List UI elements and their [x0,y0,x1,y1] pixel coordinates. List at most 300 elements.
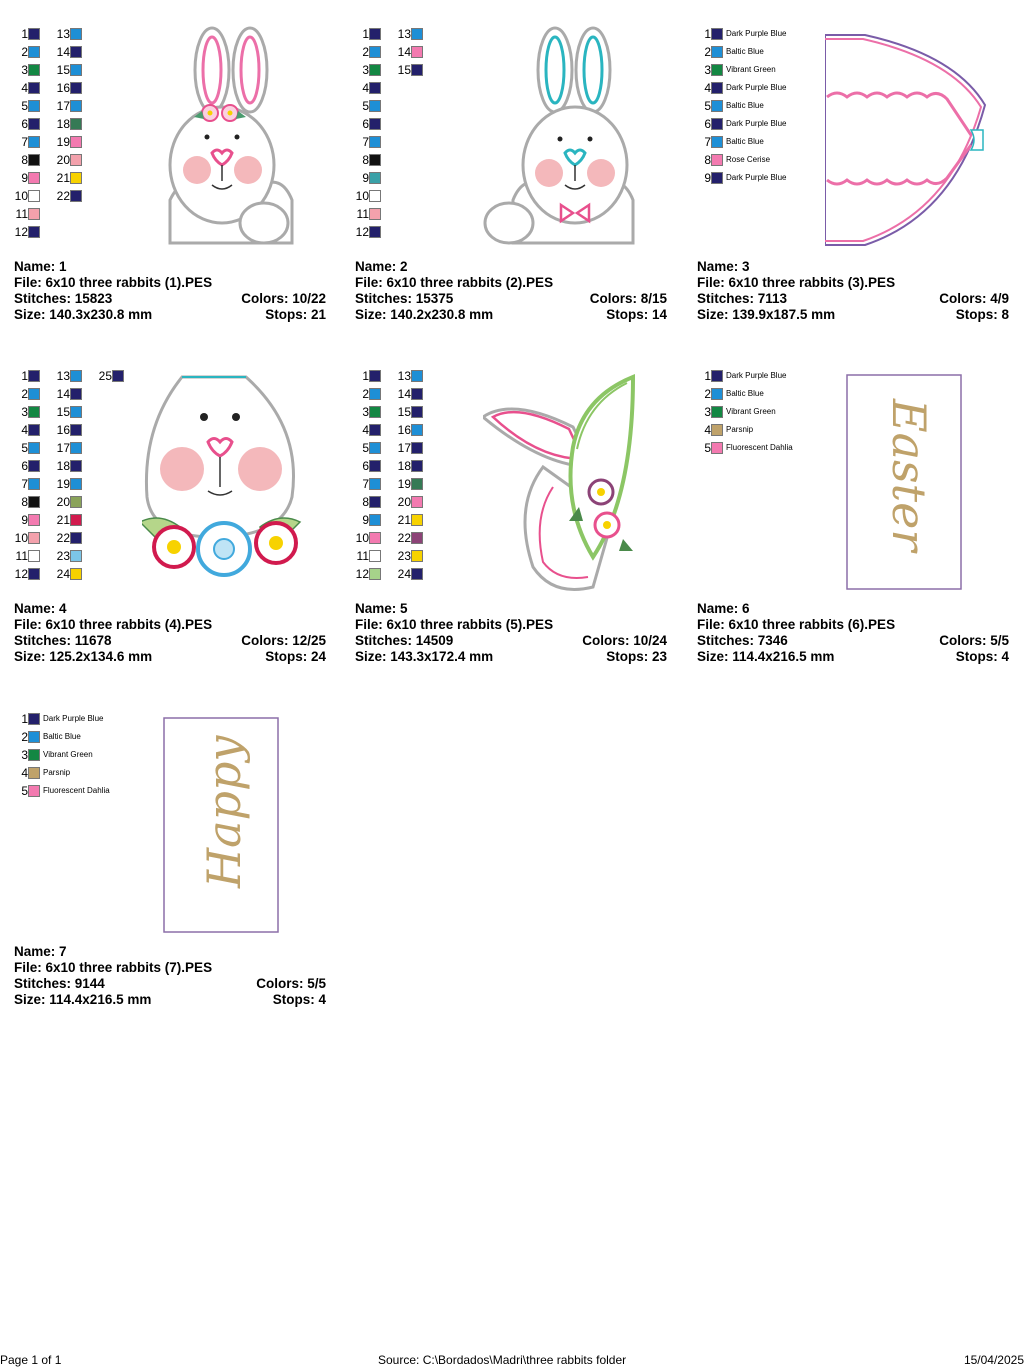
design-colors: Colors: 10/24 [582,633,667,648]
thread-color-row [54,495,82,509]
thread-color-name: Dark Purple Blue [43,714,104,723]
thread-swatch [369,172,381,184]
thread-number: 20 [56,153,70,167]
thread-color-row [395,513,423,527]
thread-number: 1 [704,27,711,41]
thread-swatch [711,388,723,400]
thread-number: 7 [21,477,28,491]
thread-number: 9 [362,513,369,527]
thread-color-row [12,459,40,473]
design-preview-bunny-face-flowers [142,367,342,597]
thread-swatch [369,226,381,238]
thread-number: 9 [704,171,711,185]
thread-number: 2 [704,45,711,59]
thread-color-row [12,27,40,41]
thread-color-row [12,748,93,762]
thread-color-row [54,405,82,419]
thread-swatch [28,406,40,418]
design-card-7 [12,710,342,1010]
thread-color-row [353,441,381,455]
thread-number: 7 [362,477,369,491]
thread-color-row [12,207,40,221]
thread-color-name: Baltic Blue [726,47,764,56]
thread-number: 12 [14,225,28,239]
thread-color-row [353,477,381,491]
thread-color-name: Parsnip [726,425,754,434]
thread-swatch [70,82,82,94]
thread-swatch [28,370,40,382]
thread-number: 2 [21,730,28,744]
thread-number: 15 [56,63,70,77]
thread-number: 12 [355,567,369,581]
design-stitches: Stitches: 15375 [355,291,454,306]
thread-number: 20 [397,495,411,509]
thread-swatch [711,172,723,184]
thread-swatch [369,136,381,148]
thread-swatch [70,514,82,526]
thread-swatch [711,136,723,148]
design-file: File: 6x10 three rabbits (7).PES [14,960,213,975]
design-preview-ear-piece [825,25,1024,255]
thread-number: 8 [362,153,369,167]
thread-swatch [28,767,40,779]
thread-swatch [28,46,40,58]
thread-palette [695,367,825,592]
thread-swatch [369,442,381,454]
thread-number: 14 [56,45,70,59]
thread-swatch [711,442,723,454]
thread-number: 15 [56,405,70,419]
page-footer [0,1350,1024,1370]
thread-color-name: Dark Purple Blue [726,173,787,182]
thread-color-row [395,549,423,563]
thread-palette [12,710,142,935]
thread-color-row [353,63,381,77]
thread-swatch [70,172,82,184]
thread-color-row [395,477,423,491]
thread-swatch [70,370,82,382]
thread-swatch [411,388,423,400]
thread-color-row [12,171,40,185]
thread-color-row [12,153,40,167]
thread-number: 16 [397,423,411,437]
thread-number: 14 [56,387,70,401]
thread-palette [695,25,825,250]
thread-swatch [28,28,40,40]
design-card-2 [353,25,683,325]
thread-number: 23 [56,549,70,563]
thread-color-row [54,81,82,95]
thread-number: 8 [362,495,369,509]
thread-number: 17 [397,441,411,455]
design-name: Name: 5 [355,601,408,616]
thread-number: 6 [362,459,369,473]
thread-color-name: Baltic Blue [726,389,764,398]
thread-swatch [411,532,423,544]
thread-color-row [395,63,423,77]
thread-number: 5 [21,99,28,113]
thread-color-row [54,117,82,131]
thread-swatch [70,460,82,472]
thread-swatch [711,82,723,94]
thread-color-row [695,27,786,41]
design-colors: Colors: 4/9 [939,291,1009,306]
thread-number: 4 [704,423,711,437]
thread-number: 1 [362,27,369,41]
thread-number: 13 [56,369,70,383]
thread-color-row [395,369,423,383]
thread-color-row [54,513,82,527]
thread-color-row [12,441,40,455]
thread-swatch [411,496,423,508]
thread-swatch [369,478,381,490]
thread-swatch [70,100,82,112]
thread-number: 24 [56,567,70,581]
thread-number: 13 [397,27,411,41]
thread-number: 8 [704,153,711,167]
thread-number: 6 [704,117,711,131]
thread-swatch [369,424,381,436]
thread-number: 5 [362,441,369,455]
design-info [355,259,667,323]
thread-color-row [395,423,423,437]
design-info [355,601,667,665]
thread-color-row [395,531,423,545]
design-size: Size: 140.3x230.8 mm [14,307,153,322]
thread-swatch [28,532,40,544]
thread-number: 10 [355,189,369,203]
thread-swatch [711,424,723,436]
thread-color-row [54,27,82,41]
design-size: Size: 143.3x172.4 mm [355,649,494,664]
design-stops: Stops: 4 [955,649,1009,664]
thread-color-row [695,369,786,383]
thread-number: 2 [362,45,369,59]
thread-color-name: Dark Purple Blue [726,83,787,92]
thread-number: 6 [21,459,28,473]
thread-swatch [70,118,82,130]
thread-color-row [353,81,381,95]
page-number: Page 1 of 1 [0,1353,62,1367]
thread-number: 16 [56,81,70,95]
thread-swatch [411,424,423,436]
thread-color-name: Rose Cerise [726,155,771,164]
thread-color-row [353,207,381,221]
thread-color-row [695,81,786,95]
thread-swatch [28,550,40,562]
thread-swatch [411,28,423,40]
thread-number: 4 [21,81,28,95]
design-name: Name: 2 [355,259,408,274]
design-info [14,601,326,665]
design-size: Size: 114.4x216.5 mm [697,649,835,664]
thread-swatch [28,388,40,400]
thread-swatch [411,478,423,490]
design-preview-happy-tag [142,710,342,940]
thread-color-name: Dark Purple Blue [726,119,787,128]
thread-color-row [12,784,110,798]
thread-color-row [54,171,82,185]
thread-swatch [28,568,40,580]
thread-number: 10 [14,189,28,203]
thread-number: 4 [704,81,711,95]
thread-color-row [12,495,40,509]
design-file: File: 6x10 three rabbits (2).PES [355,275,554,290]
design-colors: Colors: 8/15 [589,291,667,306]
thread-swatch [369,154,381,166]
thread-color-row [695,171,786,185]
thread-swatch [711,118,723,130]
design-stitches: Stitches: 9144 [14,976,105,991]
thread-color-name: Fluorescent Dahlia [43,786,110,795]
design-colors: Colors: 10/22 [241,291,326,306]
thread-number: 9 [21,513,28,527]
thread-swatch [28,100,40,112]
thread-swatch [28,172,40,184]
thread-swatch [28,424,40,436]
thread-swatch [411,442,423,454]
thread-swatch [411,514,423,526]
thread-swatch [28,731,40,743]
thread-swatch [369,208,381,220]
thread-swatch [28,118,40,130]
thread-swatch [411,568,423,580]
thread-swatch [70,28,82,40]
thread-number: 9 [21,171,28,185]
thread-color-row [54,63,82,77]
design-card-3 [695,25,1024,325]
design-card-5 [353,367,683,667]
thread-color-row [353,567,381,581]
thread-color-name: Vibrant Green [43,750,93,759]
source-path: Source: C:\Bordados\Madri\three rabbits folder [378,1353,627,1367]
design-stops: Stops: 14 [606,307,667,322]
thread-number: 15 [397,63,411,77]
design-colors: Colors: 12/25 [241,633,326,648]
thread-swatch [70,496,82,508]
thread-number: 15 [397,405,411,419]
thread-number: 19 [397,477,411,491]
thread-number: 10 [14,531,28,545]
thread-color-row [353,513,381,527]
thread-color-row [54,45,82,59]
thread-swatch [711,28,723,40]
thread-color-row [54,135,82,149]
thread-swatch [369,118,381,130]
thread-number: 7 [21,135,28,149]
design-stops: Stops: 21 [265,307,326,322]
design-stitches: Stitches: 15823 [14,291,113,306]
thread-swatch [28,478,40,490]
thread-color-row [395,387,423,401]
thread-number: 7 [704,135,711,149]
thread-color-row [54,99,82,113]
print-date: 15/04/2025 [963,1353,1024,1367]
thread-color-row [695,63,776,77]
thread-color-row [353,171,381,185]
design-stitches: Stitches: 7346 [697,633,788,648]
thread-color-row [12,513,40,527]
thread-color-row [695,117,786,131]
thread-number: 10 [355,531,369,545]
thread-swatch [411,406,423,418]
thread-number: 25 [98,369,112,383]
thread-number: 14 [397,45,411,59]
thread-color-row [12,63,40,77]
thread-number: 4 [362,81,369,95]
thread-number: 11 [15,207,28,221]
thread-swatch [369,514,381,526]
design-card-4 [12,367,342,667]
thread-swatch [70,136,82,148]
design-name: Name: 6 [697,601,750,616]
design-size: Size: 125.2x134.6 mm [14,649,153,664]
thread-swatch [369,568,381,580]
thread-swatch [28,496,40,508]
thread-swatch [369,28,381,40]
thread-number: 11 [356,549,369,563]
thread-color-row [54,477,82,491]
thread-color-row [395,441,423,455]
design-preview-bunny-flower [142,25,342,255]
thread-number: 20 [56,495,70,509]
thread-number: 4 [21,766,28,780]
thread-swatch [711,406,723,418]
thread-color-row [12,45,40,59]
thread-number: 13 [397,369,411,383]
thread-color-row [12,135,40,149]
thread-number: 21 [397,513,411,527]
thread-swatch [411,460,423,472]
thread-color-row [353,117,381,131]
thread-swatch [369,388,381,400]
thread-swatch [70,46,82,58]
thread-color-name: Baltic Blue [726,101,764,110]
thread-swatch [411,46,423,58]
design-info [14,944,326,1008]
thread-swatch [70,568,82,580]
thread-color-row [395,405,423,419]
thread-swatch [369,82,381,94]
thread-swatch [369,190,381,202]
thread-color-row [395,45,423,59]
thread-color-row [12,117,40,131]
thread-swatch [28,82,40,94]
thread-color-row [695,135,764,149]
thread-swatch [28,136,40,148]
thread-color-row [353,189,381,203]
thread-swatch [28,514,40,526]
thread-swatch [711,46,723,58]
design-size: Size: 114.4x216.5 mm [14,992,152,1007]
thread-color-row [12,369,40,383]
design-stitches: Stitches: 11678 [14,633,112,648]
thread-color-row [695,387,764,401]
thread-color-row [54,531,82,545]
thread-color-row [12,477,40,491]
thread-number: 6 [362,117,369,131]
thread-swatch [28,190,40,202]
design-name: Name: 4 [14,601,67,616]
thread-number: 1 [21,712,28,726]
thread-swatch [369,370,381,382]
thread-number: 12 [14,567,28,581]
thread-color-row [395,495,423,509]
thread-number: 5 [704,441,711,455]
thread-swatch [369,496,381,508]
design-info [14,259,326,323]
thread-swatch [28,713,40,725]
design-preview-easter-tag [825,367,1024,597]
thread-number: 7 [362,135,369,149]
thread-swatch [369,46,381,58]
thread-number: 3 [21,63,28,77]
thread-number: 5 [21,441,28,455]
thread-swatch [711,370,723,382]
thread-number: 5 [362,99,369,113]
thread-number: 3 [362,405,369,419]
thread-color-row [54,423,82,437]
thread-color-row [12,225,40,239]
thread-swatch [711,100,723,112]
thread-color-row [353,27,381,41]
thread-color-row [353,225,381,239]
thread-color-row [353,405,381,419]
thread-number: 8 [21,495,28,509]
thread-number: 17 [56,99,70,113]
thread-number: 19 [56,135,70,149]
thread-swatch [411,370,423,382]
thread-color-row [353,135,381,149]
thread-swatch [369,100,381,112]
thread-color-row [695,441,793,455]
thread-color-name: Baltic Blue [726,137,764,146]
thread-swatch [28,785,40,797]
thread-color-name: Vibrant Green [726,407,776,416]
thread-number: 1 [21,27,28,41]
thread-number: 1 [362,369,369,383]
thread-number: 22 [56,531,70,545]
thread-color-row [395,567,423,581]
thread-number: 9 [362,171,369,185]
thread-color-row [12,423,40,437]
thread-color-row [54,387,82,401]
thread-color-row [12,405,40,419]
thread-color-row [54,369,82,383]
thread-number: 21 [56,171,70,185]
design-file: File: 6x10 three rabbits (1).PES [14,275,213,290]
thread-color-row [395,459,423,473]
design-file: File: 6x10 three rabbits (5).PES [355,617,554,632]
thread-number: 16 [56,423,70,437]
design-colors: Colors: 5/5 [939,633,1009,648]
thread-number: 12 [355,225,369,239]
thread-swatch [70,388,82,400]
thread-color-row [695,153,770,167]
thread-palette [12,367,142,592]
design-card-1 [12,25,342,325]
thread-palette [353,367,483,592]
thread-color-row [96,369,124,383]
thread-swatch [411,64,423,76]
thread-swatch [70,154,82,166]
design-stops: Stops: 4 [272,992,326,1007]
design-name: Name: 7 [14,944,67,959]
thread-number: 2 [21,387,28,401]
design-size: Size: 139.9x187.5 mm [697,307,836,322]
thread-number: 14 [397,387,411,401]
thread-swatch [70,190,82,202]
